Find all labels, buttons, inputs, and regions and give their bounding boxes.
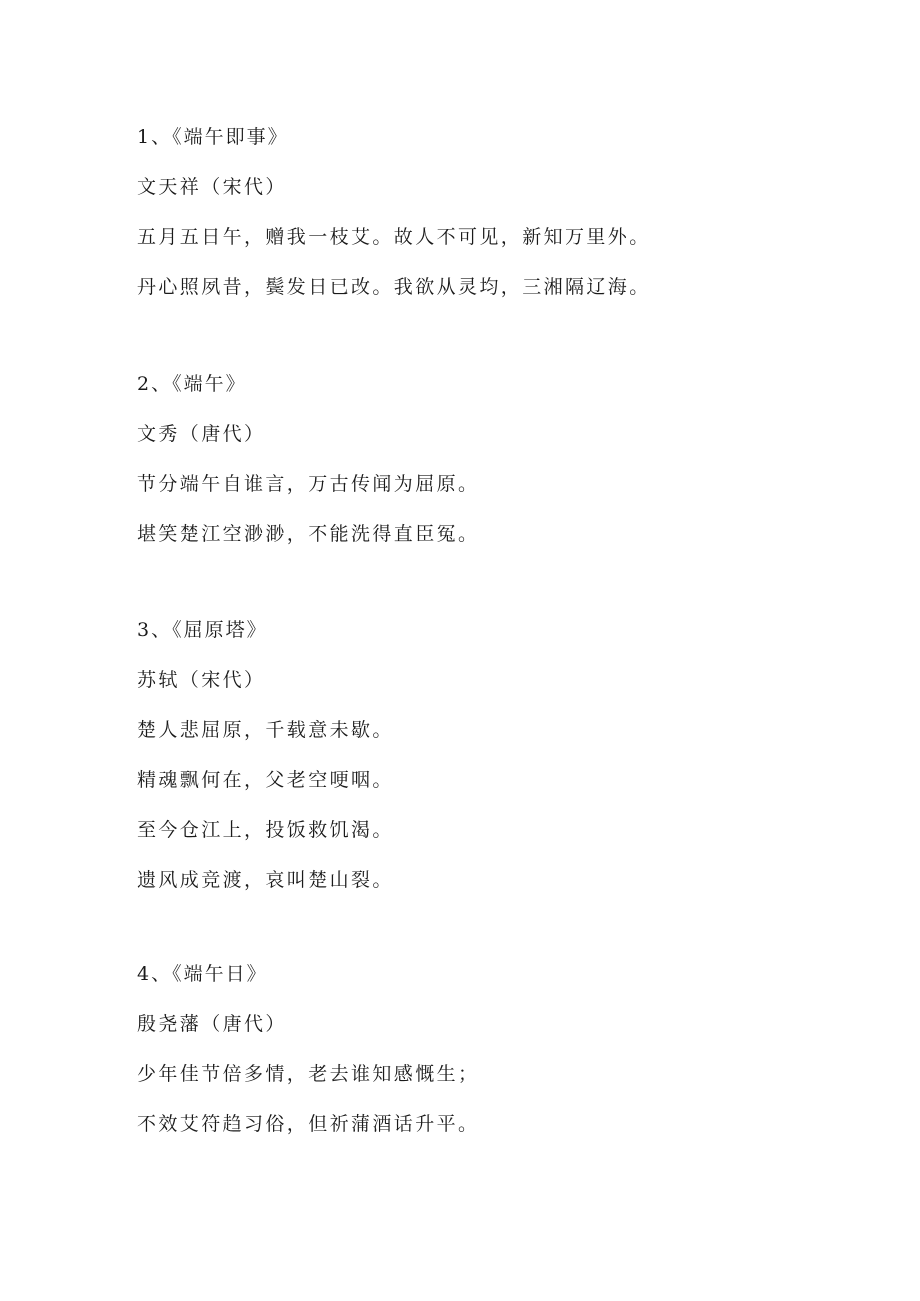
poem-4 — [137, 962, 837, 1136]
poem-author: 苏轼（宋代） — [137, 669, 266, 691]
poem-line: 堪笑楚江空渺渺，不能洗得直臣冤。 — [137, 523, 480, 545]
poem-line: 遗风成竞渡，哀叫楚山裂。 — [137, 869, 394, 891]
poem-line: 楚人悲屈原，千载意未歇。 — [137, 719, 394, 741]
poem-title: 2、《端午》 — [137, 373, 247, 395]
poem-line: 节分端午自谁言，万古传闻为屈原。 — [137, 473, 480, 495]
poem-line: 精魂飘何在，父老空哽咽。 — [137, 769, 394, 791]
poem-line: 少年佳节倍多情，老去谁知感慨生； — [137, 1063, 480, 1085]
poem-line: 至今仓江上，投饭救饥渴。 — [137, 819, 394, 841]
poem-author: 文天祥（宋代） — [137, 176, 287, 198]
poem-3 — [137, 618, 837, 892]
poem-line: 丹心照夙昔，鬓发日已改。我欲从灵均，三湘隔辽海。 — [137, 276, 651, 298]
poem-title: 3、《屈原塔》 — [137, 619, 268, 641]
poem-2 — [137, 372, 837, 546]
poem-line: 五月五日午，赠我一枝艾。故人不可见，新知万里外。 — [137, 226, 651, 248]
poem-line: 不效艾符趋习俗，但祈蒲酒话升平。 — [137, 1113, 480, 1135]
poem-title: 4、《端午日》 — [137, 963, 268, 985]
poem-author: 殷尧藩（唐代） — [137, 1013, 287, 1035]
poem-1 — [137, 125, 837, 299]
poem-title: 1、《端午即事》 — [137, 126, 289, 148]
poem-author: 文秀（唐代） — [137, 423, 266, 445]
